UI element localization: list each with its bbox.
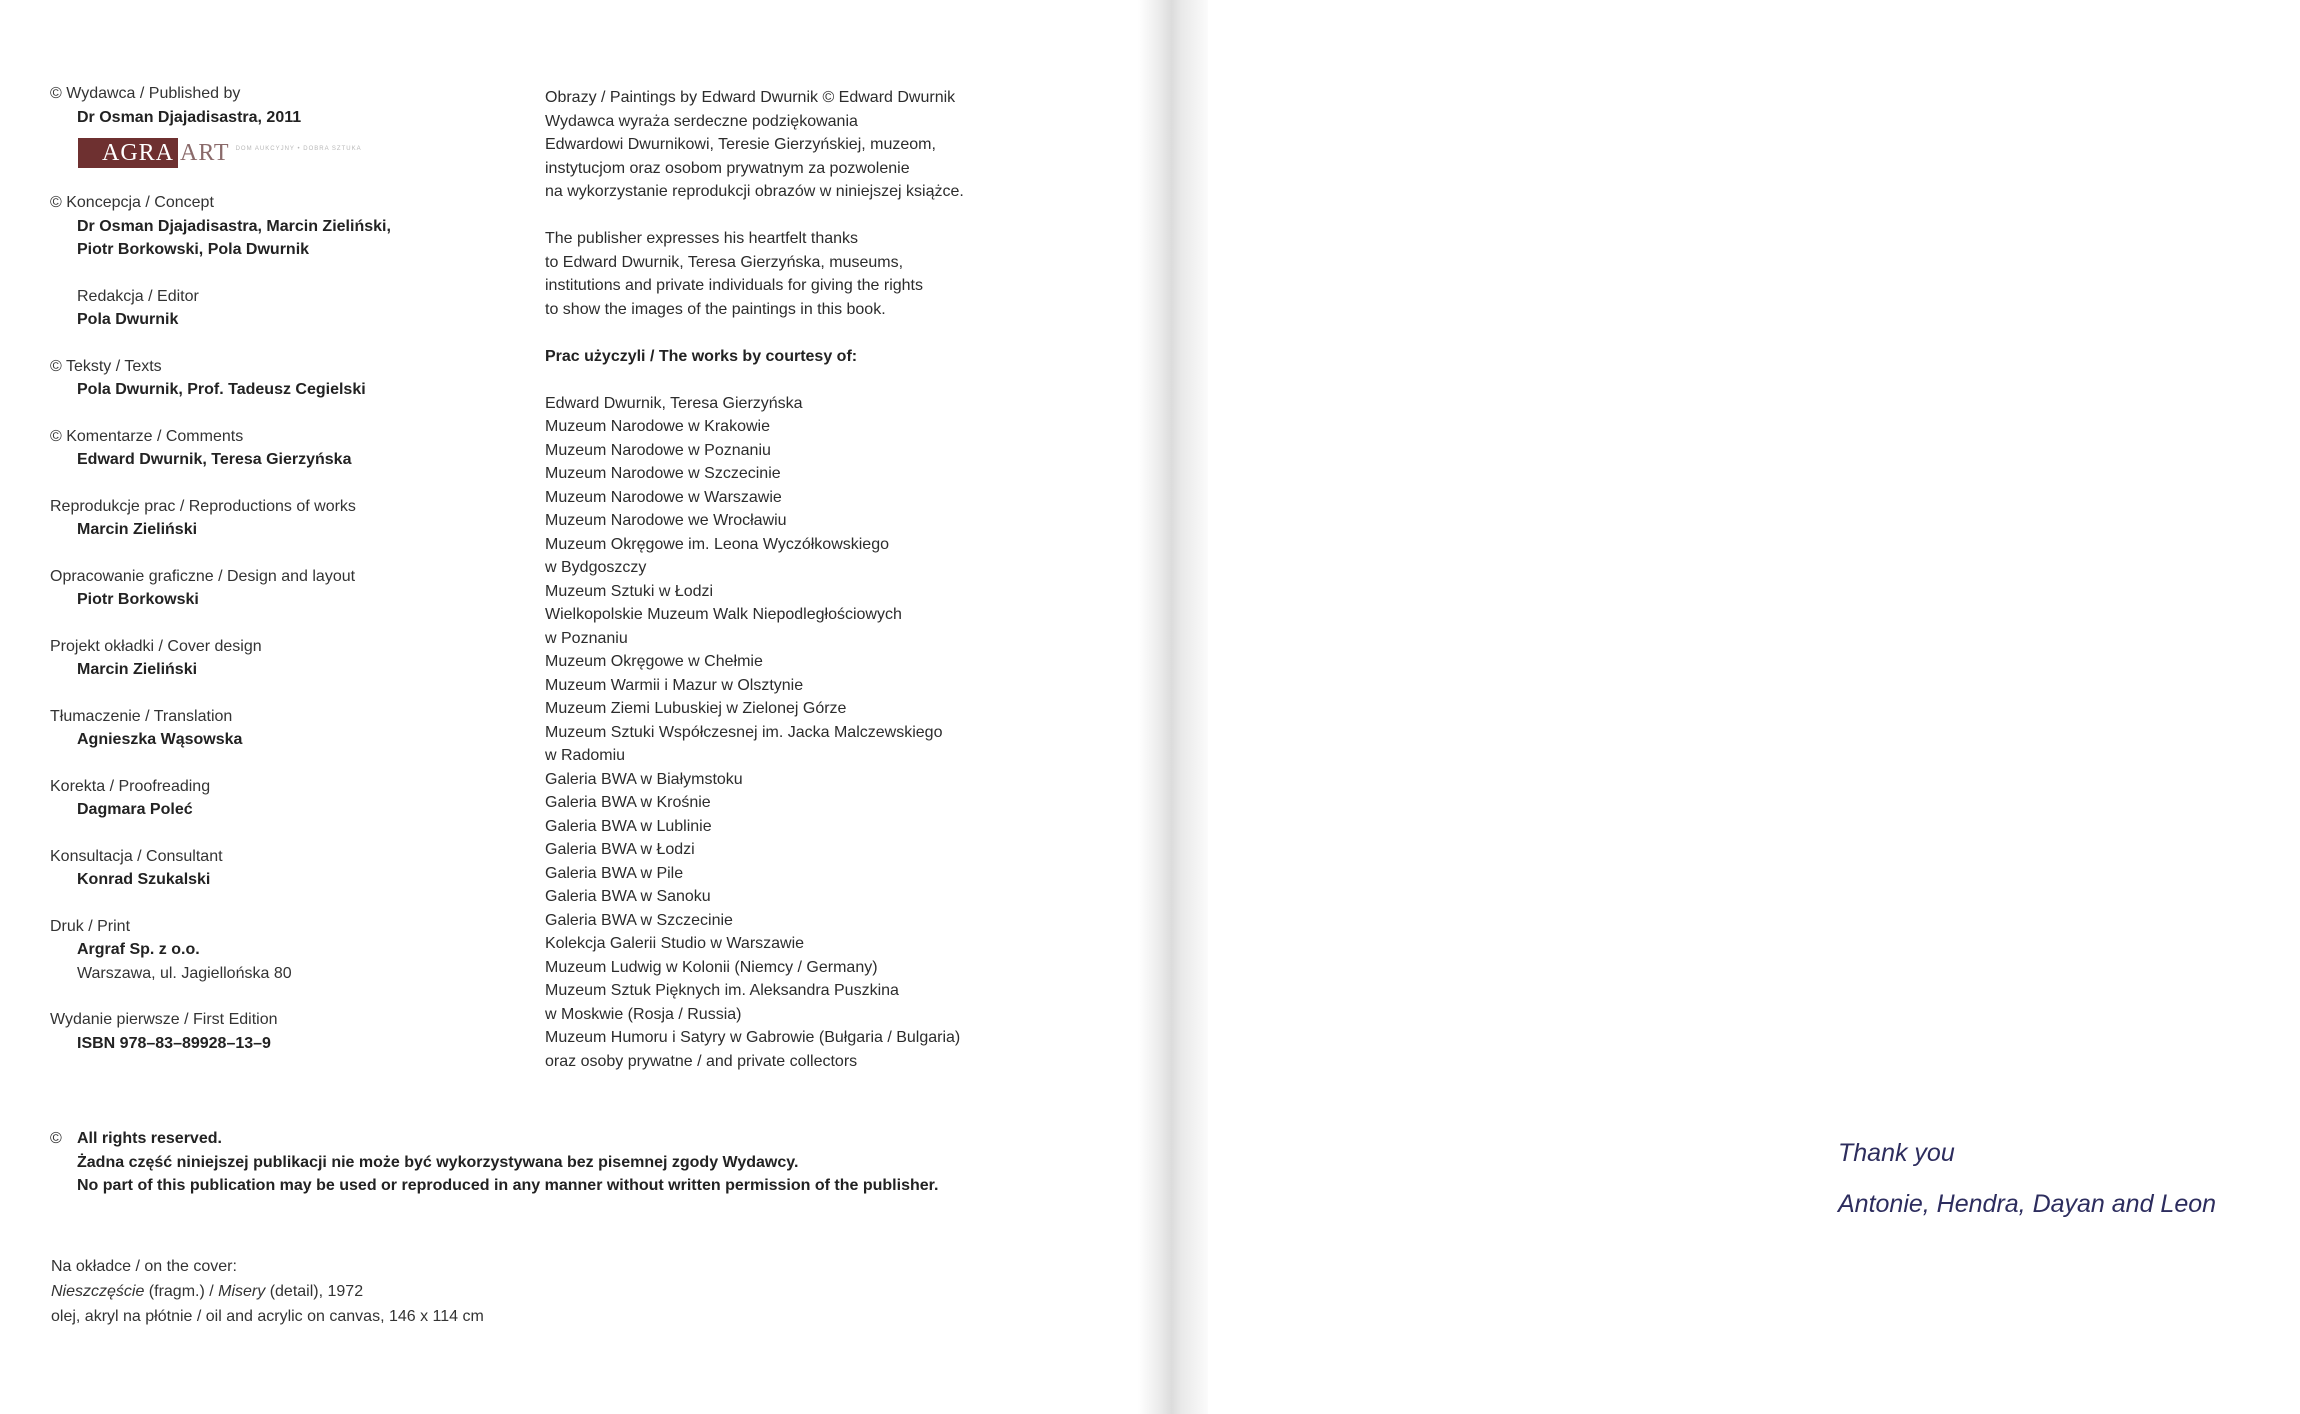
proofreading-block [50, 775, 530, 822]
cover-title-pl: Nieszczęście [51, 1283, 145, 1300]
comments-label: © Komentarze / Comments [50, 427, 244, 445]
list-item: Muzeum Sztuki w Łodzi [545, 582, 714, 600]
texts-value: Pola Dwurnik, Prof. Tadeusz Cegielski [77, 381, 366, 398]
list-item: Galeria BWA w Szczecinie [545, 911, 733, 929]
consultant-block [50, 845, 530, 892]
isbn-value: ISBN 978–83–89928–13–9 [77, 1034, 271, 1052]
dedication [1838, 1128, 2278, 1230]
book-gutter [1138, 0, 1208, 1414]
publisher-value: Dr Osman Djajadisastra, 2011 [77, 108, 302, 126]
english-line-2: to Edward Dwurnik, Teresa Gierzyńska, museums, [545, 253, 904, 271]
cover-title-line [51, 1279, 751, 1304]
concept-line-2: Piotr Borkowski, Pola Dwurnik [77, 241, 310, 258]
list-item: Kolekcja Galerii Studio w Warszawie [545, 935, 805, 952]
list-item: Muzeum Sztuki Współczesnej im. Jacka Malczewskiego [545, 723, 943, 741]
rights-notice [50, 1127, 1050, 1198]
list-item: Muzeum Narodowe w Krakowie [545, 418, 770, 435]
cover-title-en: Misery [218, 1283, 266, 1300]
polish-line-4: instytucjom oraz osobom prywatnym za pozwolenie [545, 159, 910, 177]
cover-detail: (detail), 1972 [265, 1283, 364, 1300]
english-line-4: to show the images of the paintings in this book. [545, 300, 886, 318]
list-item: Galeria BWA w Białymstoku [545, 770, 743, 788]
list-item: Galeria BWA w Lublinie [545, 817, 712, 835]
list-item: Muzeum Warmii i Mazur w Olsztynie [545, 676, 804, 694]
cover-design-block [50, 635, 530, 682]
translation-value: Agnieszka Wąsowska [77, 731, 243, 748]
credits-column [50, 82, 530, 1078]
list-item: w Bydgoszczy [545, 559, 647, 576]
polish-line-2: Wydawca wyraża serdeczne podziękowania [545, 112, 858, 130]
list-item: Muzeum Narodowe we Wrocławiu [545, 512, 787, 529]
rights-line-2: Żadna część niniejszej publikacji nie może być wykorzystywana bez pisemnej zgody Wydawcy. [77, 1153, 799, 1171]
polish-acknowledgement [545, 86, 1015, 204]
acknowledgements-column [545, 86, 1015, 1073]
concept-line-1: Dr Osman Djajadisastra, Marcin Zieliński, [77, 217, 391, 235]
editor-value: Pola Dwurnik [77, 311, 179, 328]
courtesy-heading: Prac użyczyli / The works by courtesy of: [545, 347, 858, 365]
list-item: Galeria BWA w Pile [545, 864, 684, 882]
list-item: Muzeum Sztuk Pięknych im. Aleksandra Puszkina [545, 982, 899, 999]
list-item: Muzeum Narodowe w Poznaniu [545, 441, 771, 459]
list-item: w Poznaniu [545, 629, 628, 647]
print-block [50, 915, 530, 986]
english-line-1: The publisher expresses his heartfelt thanks [545, 230, 859, 247]
reproductions-label: Reprodukcje prac / Reproductions of works [50, 497, 356, 515]
texts-label: © Teksty / Texts [50, 357, 162, 375]
cover-design-value: Marcin Zieliński [77, 661, 198, 678]
list-item: Muzeum Ziemi Lubuskiej w Zielonej Górze [545, 700, 847, 717]
design-label: Opracowanie graficzne / Design and layout [50, 567, 356, 585]
rights-line-1: All rights reserved. [77, 1130, 222, 1147]
polish-line-5: na wykorzystanie reprodukcji obrazów w niniejszej książce. [545, 183, 964, 200]
edition-label: Wydanie pierwsze / First Edition [50, 1011, 278, 1028]
texts-block [50, 355, 530, 402]
logo-agra-text: AGRA [78, 138, 178, 168]
logo-tagline: DOM AUKCYJNY • DOBRA SZTUKA [235, 145, 362, 152]
print-value: Argraf Sp. z o.o. [77, 941, 200, 958]
publisher-label: © Wydawca / Published by [50, 85, 241, 102]
translation-block [50, 705, 530, 752]
editor-block [50, 285, 530, 332]
print-address: Warszawa, ul. Jagiellońska 80 [77, 964, 292, 982]
proofreading-label: Korekta / Proofreading [50, 777, 211, 795]
list-item: oraz osoby prywatne / and private collectors [545, 1052, 858, 1070]
lenders-list [545, 392, 1015, 1074]
polish-line-3: Edwardowi Dwurnikowi, Teresie Gierzyńskiej, muzeom, [545, 136, 936, 153]
list-item: w Radomiu [545, 747, 626, 764]
consultant-label: Konsultacja / Consultant [50, 847, 223, 865]
cover-design-label: Projekt okładki / Cover design [50, 637, 262, 655]
comments-value: Edward Dwurnik, Teresa Gierzyńska [77, 451, 352, 468]
edition-block [50, 1008, 530, 1055]
list-item: Galeria BWA w Łodzi [545, 841, 695, 858]
rights-line-3: No part of this publication may be used or reproduced in any manner without written permission of the publisher. [77, 1177, 939, 1194]
translation-label: Tłumaczenie / Translation [50, 707, 233, 725]
english-line-3: institutions and private individuals for giving the rights [545, 277, 923, 294]
proofreading-value: Dagmara Poleć [77, 801, 193, 818]
editor-label: Redakcja / Editor [77, 287, 199, 305]
concept-label: © Koncepcja / Concept [50, 194, 214, 211]
list-item: Muzeum Narodowe w Szczecinie [545, 465, 781, 482]
list-item: Muzeum Humoru i Satyry w Gabrowie (Bułgaria / Bulgaria) [545, 1029, 961, 1046]
design-value: Piotr Borkowski [77, 591, 199, 608]
copyright-symbol: © [50, 1130, 62, 1147]
agra-art-logo [78, 134, 530, 168]
design-block [50, 565, 530, 612]
dedication-names: Antonie, Hendra, Dayan and Leon [1838, 1190, 2217, 1218]
list-item: Galeria BWA w Krośnie [545, 794, 711, 811]
concept-block [50, 191, 530, 262]
reproductions-value: Marcin Zieliński [77, 521, 198, 538]
cover-label: Na okładce / on the cover: [51, 1258, 237, 1275]
list-item: Muzeum Ludwig w Kolonii (Niemcy / Germany) [545, 958, 878, 976]
comments-block [50, 425, 530, 472]
list-item: Galeria BWA w Sanoku [545, 888, 711, 905]
cover-info [51, 1254, 751, 1329]
list-item: Muzeum Narodowe w Warszawie [545, 488, 782, 506]
list-item: Wielkopolskie Muzeum Walk Niepodległościowych [545, 606, 902, 623]
list-item: w Moskwie (Rosja / Russia) [545, 1005, 742, 1023]
logo-art-text: ART [180, 140, 230, 166]
consultant-value: Konrad Szukalski [77, 871, 211, 888]
english-acknowledgement [545, 227, 1015, 321]
list-item: Muzeum Okręgowe im. Leona Wyczółkowskiego [545, 535, 889, 553]
cover-medium: olej, akryl na płótnie / oil and acrylic on canvas, 146 x 114 cm [51, 1308, 484, 1325]
list-item: Edward Dwurnik, Teresa Gierzyńska [545, 394, 803, 412]
cover-frag: (fragm.) / [144, 1283, 219, 1300]
list-item: Muzeum Okręgowe w Chełmie [545, 653, 763, 670]
polish-line-1: Obrazy / Paintings by Edward Dwurnik © Edward Dwurnik [545, 89, 956, 106]
publisher-block [50, 82, 530, 168]
thanks-line: Thank you [1838, 1139, 1955, 1167]
reproductions-block [50, 495, 530, 542]
print-label: Druk / Print [50, 917, 131, 935]
